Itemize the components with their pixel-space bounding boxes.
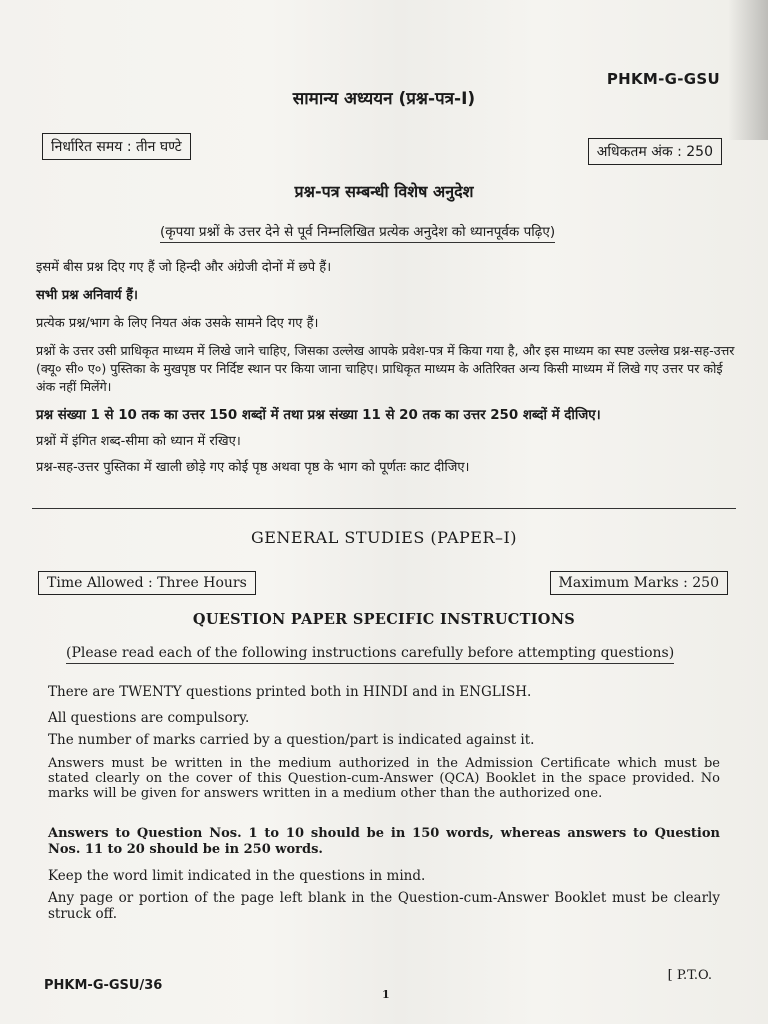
paper-code: PHKM-G-GSU [606, 70, 720, 88]
english-max-marks-box: Maximum Marks : 250 [550, 571, 728, 595]
hindi-subtitle: प्रश्न-पत्र सम्बन्धी विशेष अनुदेश [294, 182, 474, 201]
english-subtitle: QUESTION PAPER SPECIFIC INSTRUCTIONS [192, 611, 576, 628]
hindi-instruction: प्रश्न-सह-उत्तर पुस्तिका में खाली छोड़े गए कोई पृष्ठ अथवा पृष्ठ के भाग को पूर्णतः काट दीजिए। [36, 460, 470, 475]
hindi-instruction: प्रत्येक प्रश्न/भाग के लिए नियत अंक उसके सामने दिए गए हैं। [36, 316, 319, 331]
footer-paper-code: PHKM-G-GSU/36 [44, 978, 163, 993]
english-instruction: Answers to Question Nos. 1 to 10 should be in 150 words, whereas answers to Question Nos. 11 to 20 should be in 250 words. [48, 826, 720, 857]
pto-marker: [ P.T.O. [667, 968, 712, 983]
english-instruction: The number of marks carried by a question/part is indicated against it. [48, 732, 535, 748]
english-instruction: There are TWENTY questions printed both in HINDI and in ENGLISH. [48, 684, 532, 700]
english-time-box: Time Allowed : Three Hours [38, 571, 256, 595]
hindi-instruction: सभी प्रश्न अनिवार्य हैं। [36, 288, 138, 303]
hindi-note: (कृपया प्रश्नों के उत्तर देने से पूर्व निम्नलिखित प्रत्येक अनुदेश को ध्यानपूर्वक पढ़िए) [160, 222, 555, 243]
hindi-title: सामान्य अध्ययन (प्रश्न-पत्र-I) [292, 89, 476, 109]
hindi-max-marks-box: अधिकतम अंक : 250 [588, 138, 722, 165]
hindi-instruction: प्रश्न संख्या 1 से 10 तक का उत्तर 150 शब्दों में तथा प्रश्न संख्या 11 से 20 तक का उत्तर 250 शब्दों में दीजिए। [36, 408, 601, 423]
english-title: GENERAL STUDIES (PAPER–I) [250, 528, 518, 547]
english-instruction: Keep the word limit indicated in the questions in mind. [48, 868, 426, 884]
page-number: 1 [382, 988, 390, 1001]
hindi-time-box: निर्धारित समय : तीन घण्टे [42, 133, 191, 160]
english-instruction: Answers must be written in the medium authorized in the Admission Certificate which must be stated clearly on the cover of this Question-cum-Answer (QCA) Booklet in the space provided. No marks will be given for answers written in a medium other than the authorized one. [48, 756, 720, 801]
english-instruction: Any page or portion of the page left blank in the Question-cum-Answer Booklet must be clearly struck off. [48, 890, 720, 922]
hindi-instruction: इसमें बीस प्रश्न दिए गए हैं जो हिन्दी और अंग्रेजी दोनों में छपे हैं। [36, 260, 332, 275]
hindi-instruction: प्रश्नों के उत्तर उसी प्राधिकृत माध्यम में लिखे जाने चाहिए, जिसका उल्लेख आपके प्रवेश-पत्र में किया गया है, और इस माध्यम का स्पष्ट उल्लेख प्रश्न-सह-उत्तर (क्यू० सी० ए०) पुस्तिका के मुखपृष्ठ पर निर्दिष्ट स्थान पर किया जाना चाहिए। प्राधिकृत माध्यम के अतिरिक्त अन्य किसी माध्यम में लिखे गए उत्तर पर कोई अंक नहीं मिलेंगे। [36, 343, 735, 394]
page-edge-shadow [728, 0, 768, 140]
english-note: (Please read each of the following instructions carefully before attempting questions) [66, 645, 674, 664]
english-instruction: All questions are compulsory. [48, 710, 250, 726]
section-divider [32, 508, 736, 509]
hindi-instruction: प्रश्नों में इंगित शब्द-सीमा को ध्यान में रखिए। [36, 434, 241, 449]
